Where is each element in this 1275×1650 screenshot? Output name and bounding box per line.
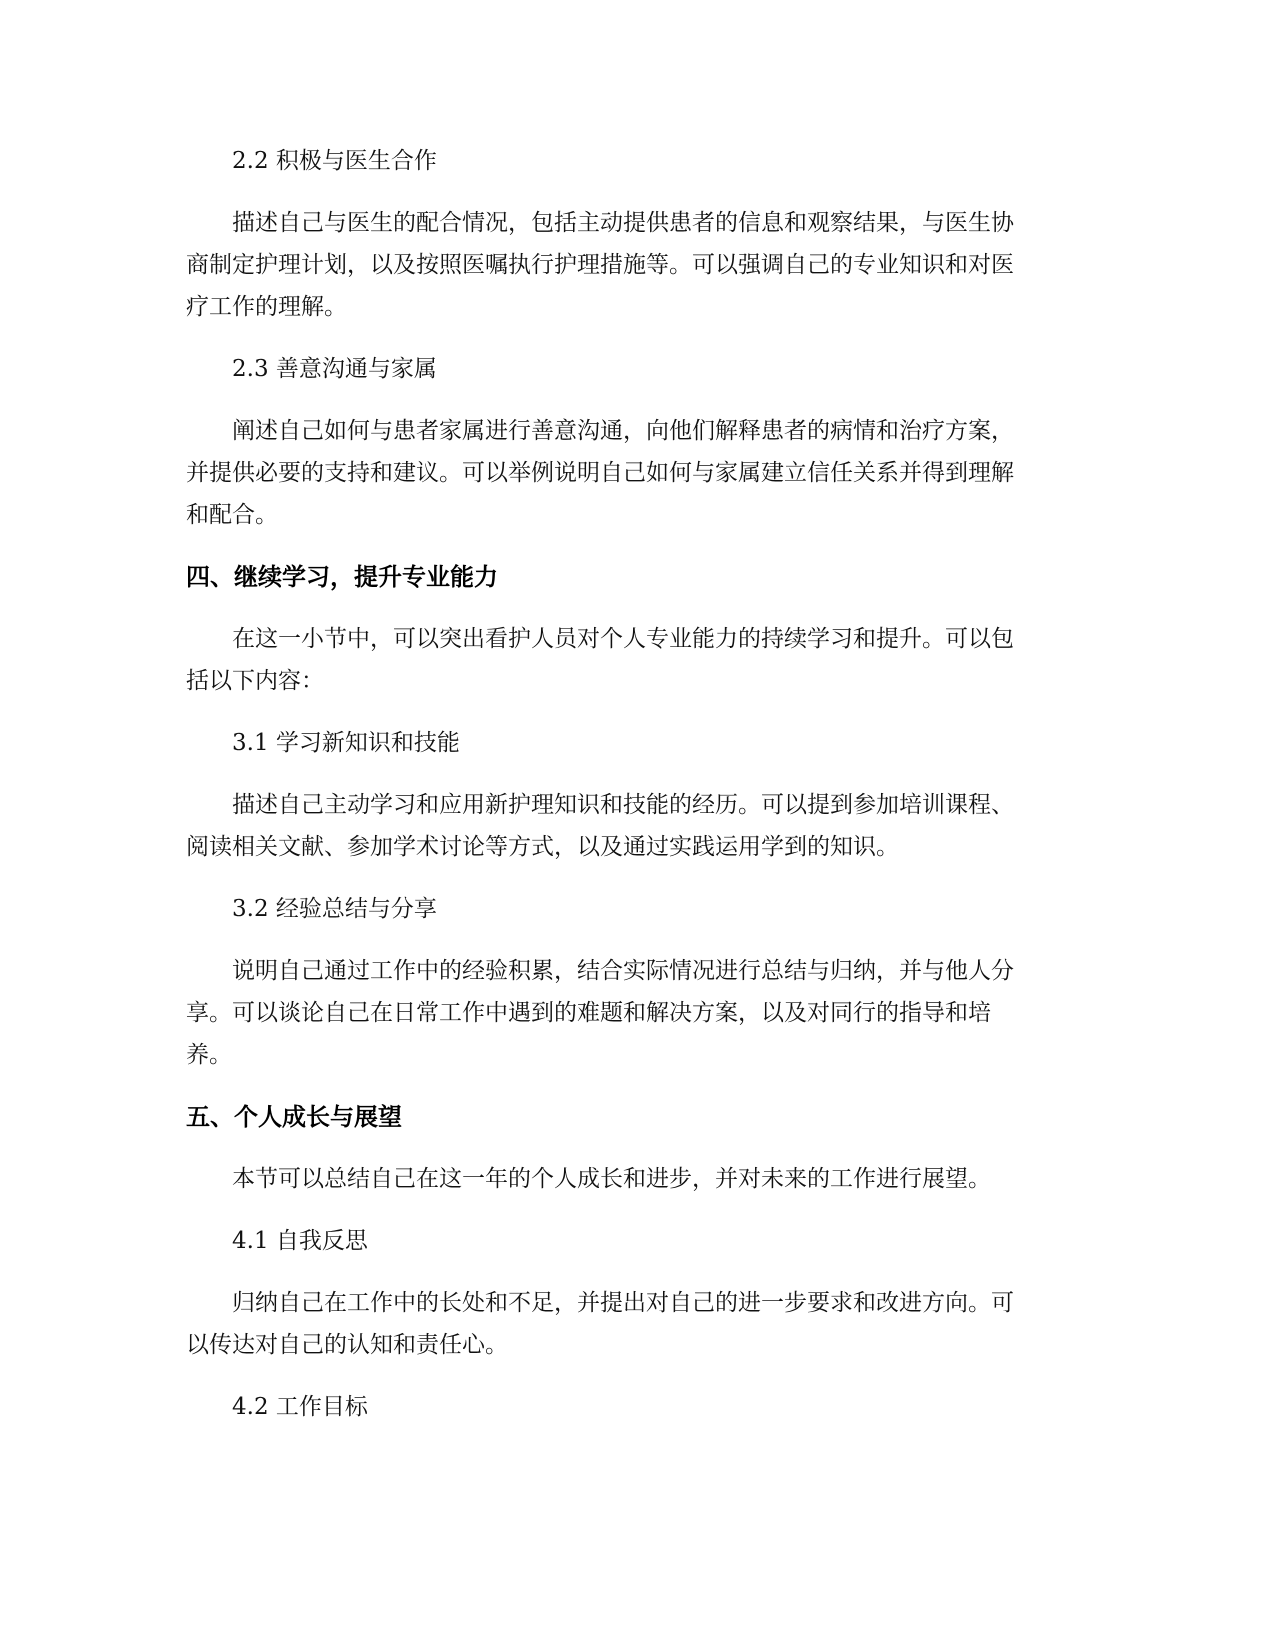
paragraph-continued-learning-intro (186, 618, 1091, 702)
paragraph-self-reflection (186, 1282, 1091, 1366)
paragraph-line: 描述自己与医生的配合情况，包括主动提供患者的信息和观察结果，与医生协 (232, 210, 1014, 236)
subsection-title-2-3: 2.3 善意沟通与家属 (232, 356, 437, 382)
subsection-title-4-1: 4.1 自我反思 (232, 1228, 368, 1254)
paragraph-line: 养。 (186, 1042, 232, 1068)
paragraph-experience-sharing (186, 950, 1091, 1076)
paragraph-line: 归纳自己在工作中的长处和不足，并提出对自己的进一步要求和改进方向。可 (232, 1290, 1014, 1316)
paragraph-new-knowledge (186, 784, 1091, 868)
section-heading-4: 四、继续学习，提升专业能力 (186, 563, 498, 591)
document-body (186, 140, 1091, 1448)
section-heading-5: 五、个人成长与展望 (186, 1103, 402, 1131)
paragraph-line: 并提供必要的支持和建议。可以举例说明自己如何与家属建立信任关系并得到理解 (186, 460, 1014, 486)
paragraph-line: 描述自己主动学习和应用新护理知识和技能的经历。可以提到参加培训课程、 (232, 792, 1014, 818)
subsection-title-3-1: 3.1 学习新知识和技能 (232, 730, 460, 756)
subsection-title-2-2: 2.2 积极与医生合作 (232, 148, 437, 174)
subsection-title-4-2: 4.2 工作目标 (232, 1394, 368, 1420)
paragraph-line: 和配合。 (186, 502, 278, 528)
paragraph-line: 以传达对自己的认知和责任心。 (186, 1332, 508, 1358)
paragraph-line: 说明自己通过工作中的经验积累，结合实际情况进行总结与归纳，并与他人分 (232, 958, 1014, 984)
paragraph-family-communication (186, 410, 1091, 536)
paragraph-doctor-cooperation (186, 202, 1091, 328)
paragraph-line: 享。可以谈论自己在日常工作中遇到的难题和解决方案，以及对同行的指导和培 (186, 1000, 991, 1026)
paragraph-line: 阐述自己如何与患者家属进行善意沟通，向他们解释患者的病情和治疗方案， (232, 418, 1014, 444)
paragraph-line: 本节可以总结自己在这一年的个人成长和进步，并对未来的工作进行展望。 (232, 1166, 991, 1192)
paragraph-line: 括以下内容： (186, 668, 324, 694)
paragraph-line: 在这一小节中，可以突出看护人员对个人专业能力的持续学习和提升。可以包 (232, 626, 1014, 652)
paragraph-growth-intro (186, 1158, 1091, 1200)
paragraph-line: 阅读相关文献、参加学术讨论等方式，以及通过实践运用学到的知识。 (186, 834, 899, 860)
paragraph-line: 商制定护理计划，以及按照医嘱执行护理措施等。可以强调自己的专业知识和对医 (186, 252, 1014, 278)
subsection-title-3-2: 3.2 经验总结与分享 (232, 896, 437, 922)
paragraph-line: 疗工作的理解。 (186, 294, 347, 320)
